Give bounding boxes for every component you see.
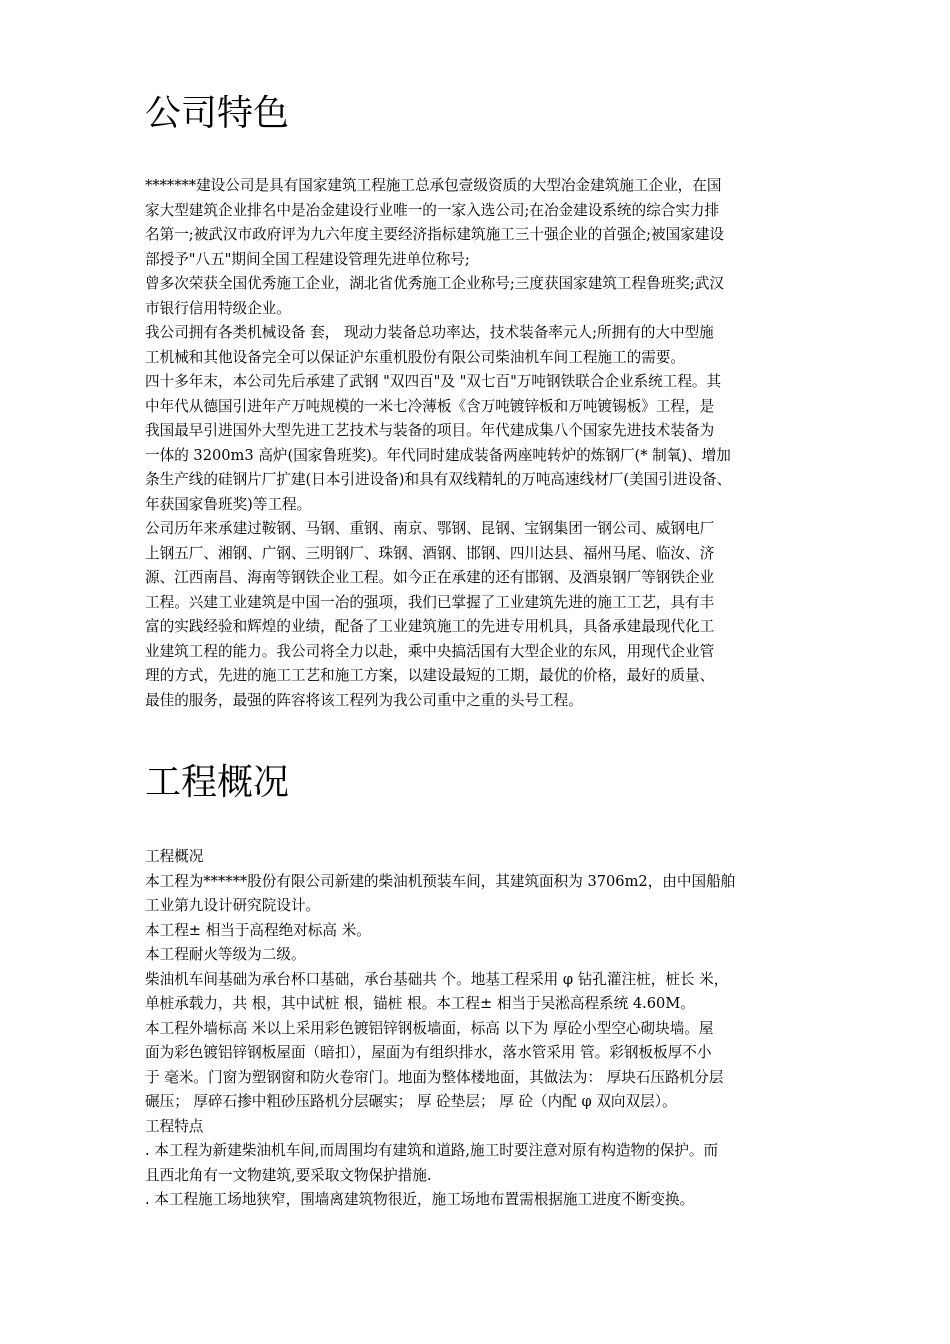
company-features-body	[145, 174, 817, 713]
paragraph-line: 工业第九设计研究院设计。	[145, 897, 321, 914]
paragraph-line: 面为彩色镀铝锌钢板屋面（暗扣），屋面为有组织排水，落水管采用 管。彩钢板板厚不小	[145, 1044, 712, 1061]
paragraph-line: 理的方式，先进的施工工艺和施工方案，以建设最短的工期，最优的价格，最好的质量、	[145, 667, 715, 684]
paragraph-line: 单桩承载力，共 根，其中试桩 根，锚桩 根。本工程± 相当于吴淞高程系统 4.60M。	[145, 995, 695, 1012]
paragraph-line: 本工程为******股份有限公司新建的柴油机预装车间，其建筑面积为 3706m2，由中国船舶	[145, 872, 736, 890]
paragraph-line: 名第一;被武汉市政府评为九六年度主要经济指标建筑施工三十强企业的首强企;被国家建设	[145, 226, 724, 243]
paragraph-line: 工程概况	[145, 848, 204, 865]
paragraph-line: 工程。兴建工业建筑是中国一冶的强项，我们已掌握了工业建筑先进的施工工艺，具有丰	[145, 593, 715, 611]
paragraph-line: 于 毫米。门窗为塑钢窗和防火卷帘门。地面为整体楼地面，其做法为： 厚块石压路机分层	[145, 1068, 724, 1086]
paragraph-line: 碾压； 厚碎石掺中粗砂压路机分层碾实； 厚 砼垫层； 厚 砼（内配 φ 双向双层）。	[145, 1093, 677, 1110]
heading-company-features: 公司特色	[145, 93, 290, 134]
paragraph-line: 曾多次荣获全国优秀施工企业，湖北省优秀施工企业称号;三度获国家建筑工程鲁班奖;武汉	[145, 275, 724, 292]
paragraph-line: 柴油机车间基础为承台杯口基础，承台基础共 个。地基工程采用 φ 钻孔灌注桩，桩长 米，	[145, 970, 729, 988]
paragraph-line: 一体的 3200m3 高炉(国家鲁班奖)。年代同时建成装备两座吨转炉的炼钢厂(* 制氧)、增加	[145, 446, 731, 464]
paragraph-line: *******建设公司是具有国家建筑工程施工总承包壹级资质的大型冶金建筑施工企业，在国	[145, 177, 722, 194]
paragraph-line: 市银行信用特级企业。	[145, 299, 291, 317]
paragraph-line: 工程特点	[145, 1117, 204, 1135]
heading-project-overview: 工程概况	[145, 762, 290, 803]
paragraph-line: 本工程耐火等级为二级。	[145, 946, 306, 963]
project-overview-body	[145, 845, 817, 1213]
paragraph-line: 中年代从德国引进年产万吨规模的一米七冷薄板《含万吨镀锌板和万吨镀锡板》工程，是	[145, 397, 715, 415]
paragraph-line: 我公司拥有各类机械设备 套， 现动力装备总功率达，技术装备率元人;所拥有的大中型施	[145, 324, 714, 341]
paragraph-line: 且西北角有一文物建筑,要采取文物保护措施.	[145, 1166, 432, 1184]
paragraph-line: 工机械和其他设备完全可以保证沪东重机股份有限公司柴油机车间工程施工的需要。	[145, 348, 685, 366]
paragraph-line: 公司历年来承建过鞍钢、马钢、重钢、南京、鄂钢、昆钢、宝钢集团一钢公司、威钢电厂	[145, 520, 715, 537]
paragraph-line: 上钢五厂、湘钢、广钢、三明钢厂、珠钢、酒钢、邯钢、四川达县、福州马尾、临汝、济	[145, 544, 715, 562]
paragraph-line: . 本工程为新建柴油机车间,而周围均有建筑和道路,施工时要注意对原有构造物的保护。而	[145, 1142, 719, 1159]
paragraph-line: 四十多年末，本公司先后承建了武钢 "双四百"及 "双七百"万吨钢铁联合企业系统工程。其	[145, 373, 722, 390]
paragraph-line: 最佳的服务，最强的阵容将该工程列为我公司重中之重的头号工程。	[145, 691, 583, 709]
paragraph-line: 部授予"八五"期间全国工程建设管理先进单位称号;	[145, 250, 470, 268]
document-page	[145, 92, 817, 1213]
paragraph-line: . 本工程施工场地狭窄，围墙离建筑物很近，施工场地布置需根据施工进度不断变换。	[145, 1191, 695, 1208]
paragraph-line: 年获国家鲁班奖)等工程。	[145, 495, 312, 513]
paragraph-line: 源、江西南昌、海南等钢铁企业工程。如今正在承建的还有邯钢、及酒泉钢厂等钢铁企业	[145, 569, 715, 586]
paragraph-line: 家大型建筑企业排名中是冶金建设行业唯一的一家入选公司;在冶金建设系统的综合实力排	[145, 201, 720, 219]
paragraph-line: 富的实践经验和辉煌的业绩，配备了工业建筑施工的先进专用机具，具备承建最现代化工	[145, 618, 715, 635]
paragraph-line: 本工程± 相当于高程绝对标高 米。	[145, 921, 371, 939]
paragraph-line: 我国最早引进国外大型先进工艺技术与装备的项目。年代建成集八个国家先进技术装备为	[145, 422, 715, 439]
paragraph-line: 条生产线的硅钢片厂扩建(日本引进设备)和具有双线精轧的万吨高速线材厂(美国引进设备、	[145, 471, 732, 488]
paragraph-line: 本工程外墙标高 米以上采用彩色镀铝锌钢板墙面，标高 以下为 厚砼小型空心砌块墙。屋	[145, 1019, 714, 1037]
paragraph-line: 业建筑工程的能力。我公司将全力以赴，乘中央搞活国有大型企业的东风，用现代企业管	[145, 642, 715, 660]
